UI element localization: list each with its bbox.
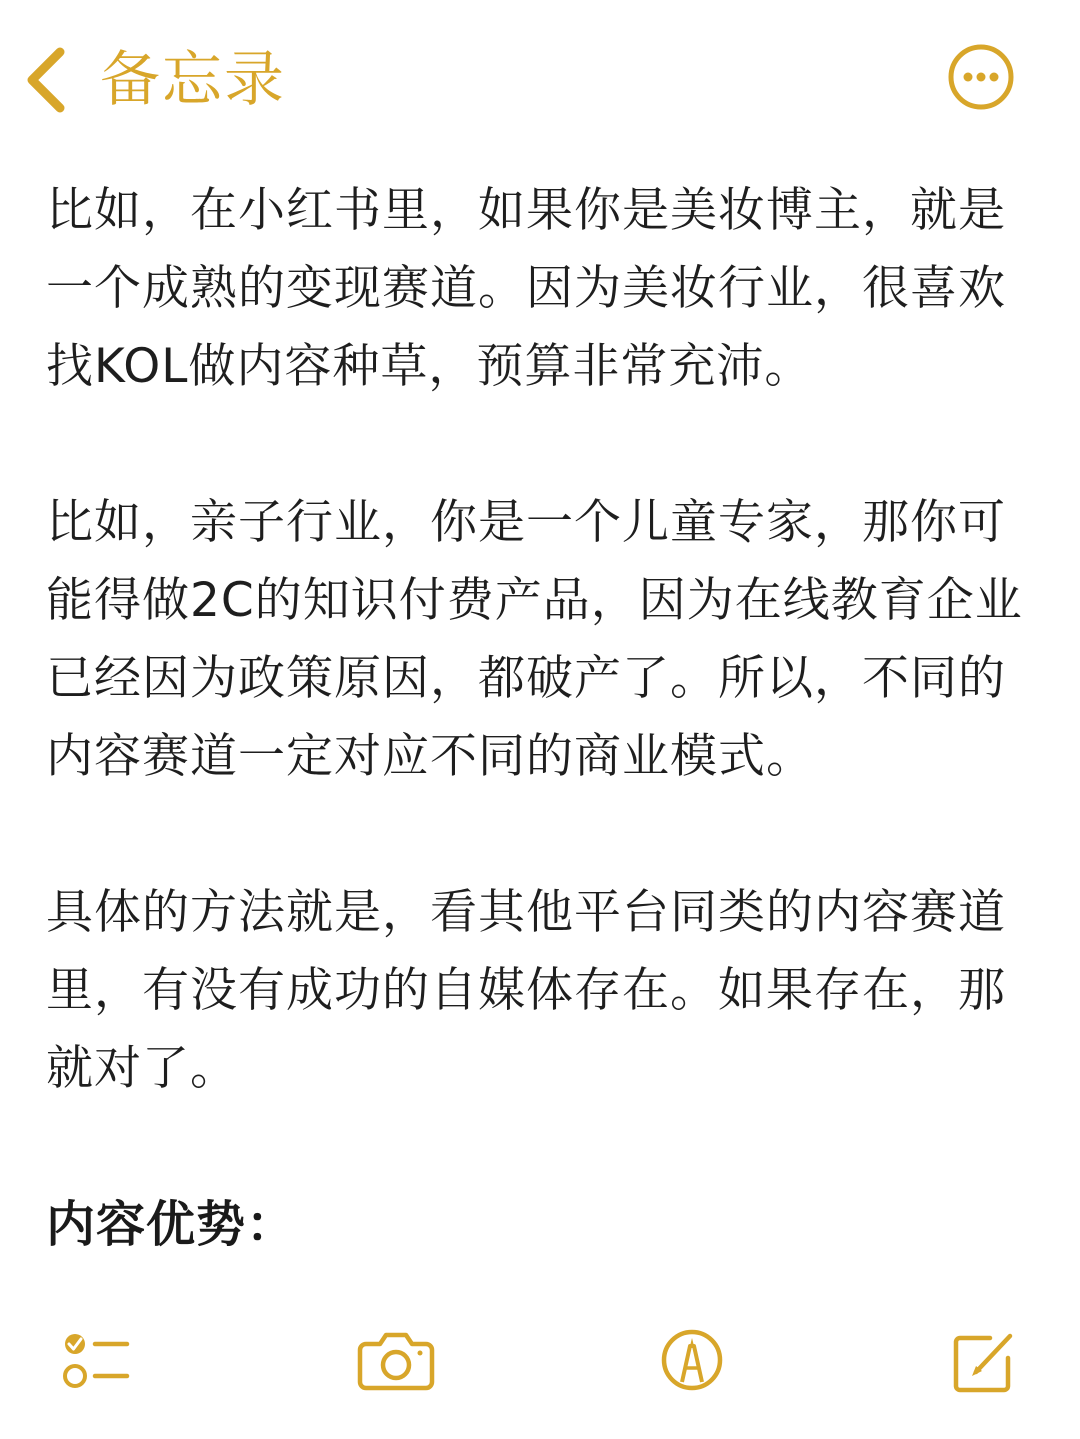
note-paragraph: 比如，亲子行业，你是一个儿童专家，那你可能得做2C的知识付费产品，因为在线教育企业已经因为政策原因，都破产了。所以，不同的内容赛道一定对应不同的商业模式。 [46,495,1023,784]
back-label: 备忘录 [100,45,286,115]
back-button[interactable] [20,40,286,120]
note-heading: 内容优势： [46,1196,297,1253]
markup-button[interactable] [652,1324,732,1396]
bottom-toolbar [0,1310,1080,1410]
note-paragraph: 比如，在小红书里，如果你是美妆博主，就是一个成熟的变现赛道。因为美妆行业，很喜欢找KOL做内容种草，预算非常充沛。 [46,183,1006,394]
camera-icon [356,1324,436,1396]
navigation-bar [0,0,1080,160]
markup-pen-icon [652,1324,732,1396]
note-paragraph: 具体的方法就是，看其他平台同类的内容赛道里，有没有成功的自媒体存在。如果存在，那就对了。 [46,885,1006,1096]
checklist-button[interactable] [57,1324,137,1396]
checklist-icon [57,1324,137,1396]
camera-button[interactable] [356,1324,436,1396]
compose-button[interactable] [944,1324,1024,1396]
note-body[interactable] [46,172,1036,1264]
compose-icon [944,1324,1024,1396]
more-options-button[interactable] [946,42,1016,112]
ellipsis-circle-icon [946,42,1016,112]
chevron-left-icon [20,44,70,116]
